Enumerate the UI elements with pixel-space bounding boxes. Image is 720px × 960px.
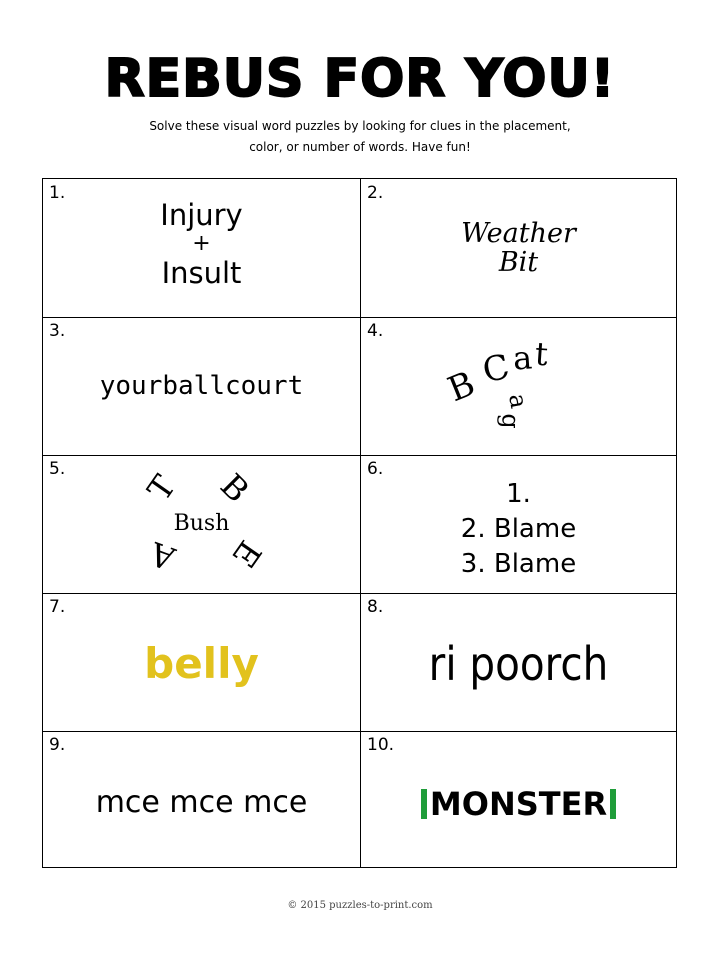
puzzle-number: 2. <box>367 183 384 203</box>
puzzle-text: 1. 2. Blame 3. Blame <box>460 479 577 579</box>
copyright-footer: © 2015 puzzles-to-print.com <box>287 900 433 911</box>
puzzle-cell-3 <box>43 317 360 455</box>
page-title: REBUS FOR YOU! <box>104 49 616 109</box>
puzzle-cell-1 <box>43 179 360 317</box>
instructions-line-1: Solve these visual word puzzles by looking for clues in the placement, <box>149 119 571 133</box>
puzzle-number: 8. <box>367 597 384 617</box>
green-bar-left <box>421 789 427 819</box>
puzzle-number: 5. <box>49 459 66 479</box>
green-bar-right <box>610 789 616 819</box>
puzzle-cell-9 <box>43 731 360 869</box>
puzzle-number: 4. <box>367 321 384 341</box>
puzzle-number: 10. <box>367 735 395 755</box>
puzzle-cell-8 <box>361 593 676 731</box>
puzzle-text: MONSTER <box>361 785 676 823</box>
puzzle-text: Weather Bit <box>461 218 576 278</box>
puzzle-text: mce mce mce <box>95 785 308 820</box>
puzzle-text: Bush <box>173 511 230 536</box>
puzzle-number: 1. <box>49 183 66 203</box>
puzzle-cell-10 <box>361 731 676 869</box>
puzzle-text: ri poorch <box>428 637 609 691</box>
puzzle-cell-5: 5. T B E A Bush <box>43 455 360 593</box>
puzzle-number: 9. <box>49 735 66 755</box>
puzzle-number: 6. <box>367 459 384 479</box>
puzzle-grid <box>42 178 677 868</box>
puzzle-number: 3. <box>49 321 66 341</box>
puzzle-text: Injury + Insult <box>160 198 243 290</box>
puzzle-cell-2 <box>361 179 676 317</box>
puzzle-text: yourballcourt <box>99 371 304 401</box>
puzzle-cell-6 <box>361 455 676 593</box>
instructions-line-2: color, or number of words. Have fun! <box>249 140 471 154</box>
puzzle-text: belly <box>144 639 259 688</box>
puzzle-cell-7 <box>43 593 360 731</box>
puzzle-number: 7. <box>49 597 66 617</box>
puzzle-cell-4: 4. B C a t a g <box>367 321 550 429</box>
